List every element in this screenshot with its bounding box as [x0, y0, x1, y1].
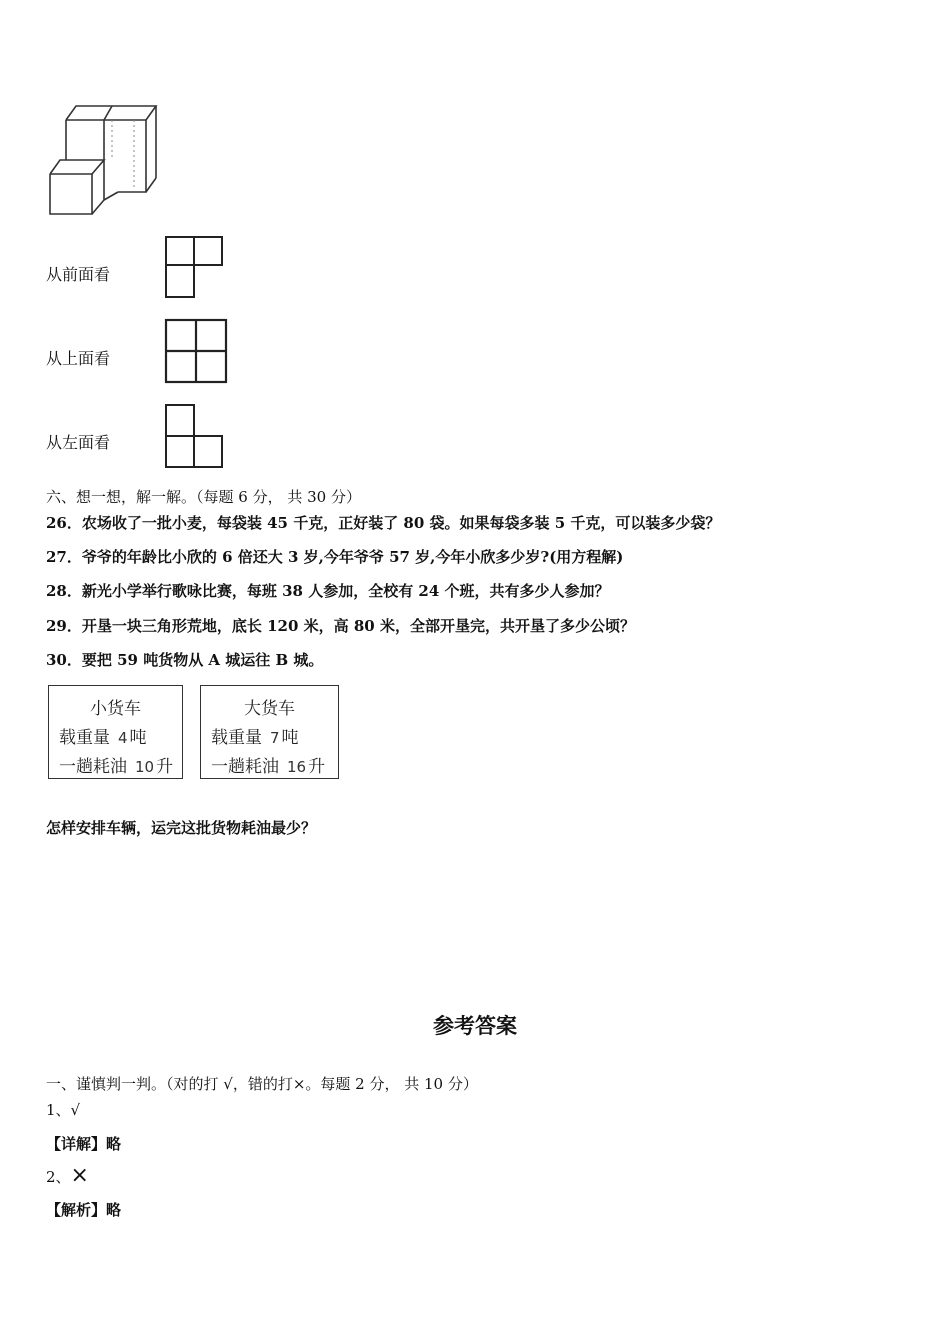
cube-solid-figure [46, 100, 158, 218]
small-truck-fuel: 一趟耗油 10 升 [59, 757, 174, 777]
large-truck-load: 载重量 7 吨 [211, 728, 299, 748]
answer-1-detail: 【详解】略 [46, 1135, 122, 1153]
section6-heading: 六、想一想，解一解。（每题 6 分， 共 30 分） [46, 488, 361, 506]
view-label-top: 从上面看 [46, 349, 111, 368]
answers-section1-heading: 一、谨慎判一判。（对的打 √，错的打×。每题 2 分， 共 10 分） [46, 1075, 478, 1093]
large-truck-title: 大货车 [244, 699, 295, 719]
answer-2: 2、× [46, 1163, 89, 1188]
small-truck-title: 小货车 [90, 699, 141, 719]
question-30-follow: 怎样安排车辆，运完这批货物耗油最少？ [46, 819, 317, 837]
question-27: 27．爷爷的年龄比小欣的 6 倍还大 3 岁,今年爷爷 57 岁,今年小欣多少岁?(用方程解) [46, 548, 624, 566]
answer-1: 1、√ [46, 1101, 81, 1119]
view-label-left: 从左面看 [46, 433, 111, 452]
question-29: 29．开垦一块三角形荒地，底长 120 米，高 80 米，全部开垦完，共开垦了多少公顷？ [46, 617, 635, 635]
question-30: 30．要把 59 吨货物从 A 城运往 B 城。 [46, 651, 324, 669]
front-view-grid-icon [164, 235, 224, 299]
small-truck-load: 载重量 4 吨 [59, 728, 147, 748]
answer-2-detail: 【解析】略 [46, 1201, 122, 1219]
large-truck-fuel: 一趟耗油 16 升 [211, 757, 326, 777]
left-view-grid-icon [164, 403, 226, 469]
answers-title: 参考答案 [433, 1013, 517, 1038]
cross-mark-icon: × [70, 1163, 89, 1188]
large-truck-card [200, 685, 339, 779]
small-truck-card [48, 685, 183, 779]
view-label-front: 从前面看 [46, 265, 111, 284]
top-view-grid-icon [164, 318, 228, 384]
question-26: 26．农场收了一批小麦，每袋装 45 千克，正好装了 80 袋。如果每袋多装 5 千克，可以装多少袋？ [46, 514, 721, 532]
question-28: 28．新光小学举行歌咏比赛，每班 38 人参加，全校有 24 个班，共有多少人参加？ [46, 582, 610, 600]
